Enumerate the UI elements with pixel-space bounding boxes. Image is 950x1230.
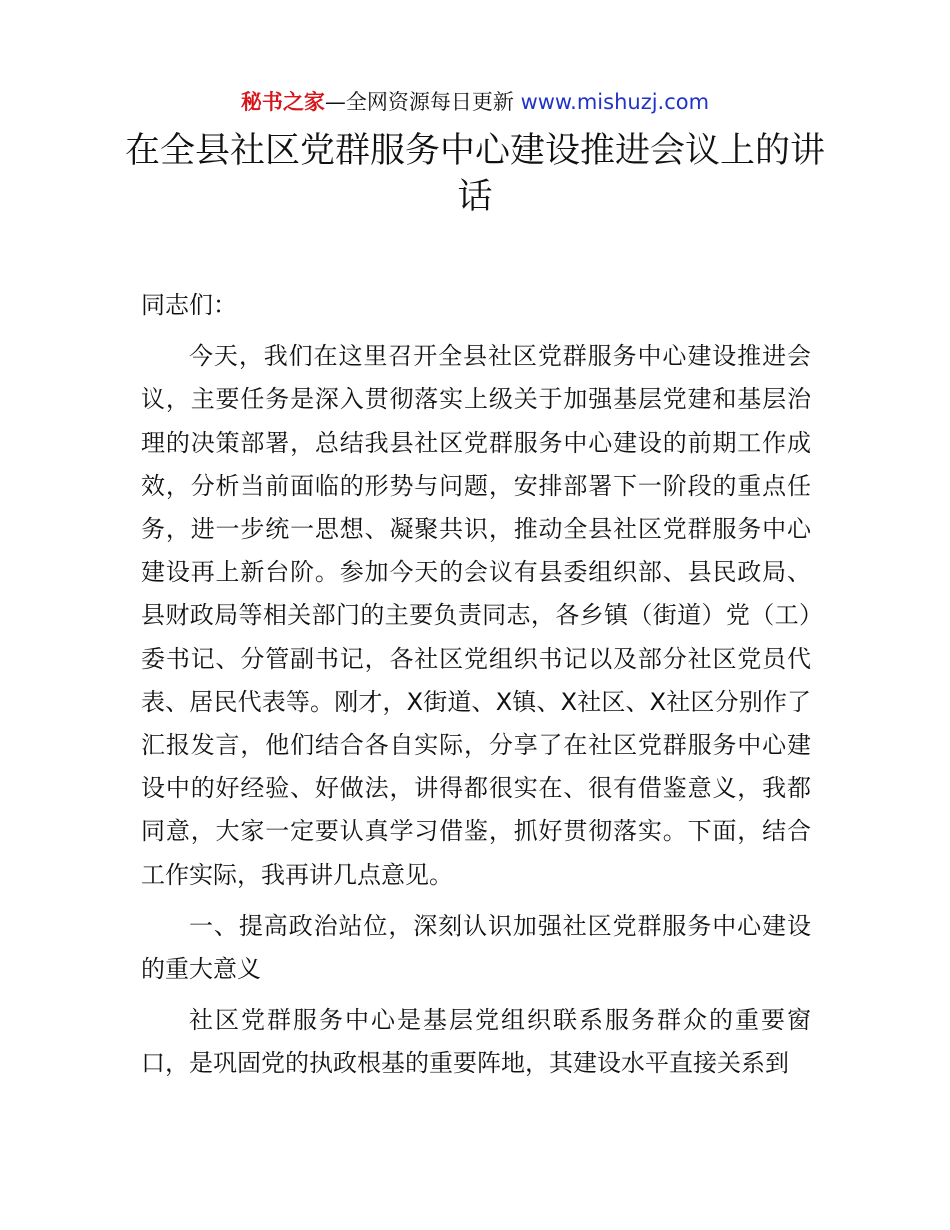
site-header (0, 88, 950, 116)
header-tagline: —全网资源每日更新 (324, 90, 514, 114)
section-heading-1: 一、提高政治站位，深刻认识加强社区党群服务中心建设的重大意义 (141, 911, 811, 984)
brand-name: 秘书之家 (240, 90, 325, 114)
document-body (141, 284, 811, 1094)
paragraph-intro: 今天，我们在这里召开全县社区党群服务中心建设推进会议，主要任务是深入贯彻落实上级关于加强基层党建和基层治理的决策部署，总结我县社区党群服务中心建设的前期工作成效，分析当前面临的形势与问题，安排部署下一阶段的重点任务，进一步统一思想、凝聚共识，推动全县社区党群服务中心建设再上新台阶。参加今天的会议有县委组织部、县民政局、县财政局等相关部门的主要负责同志，各乡镇（街道）党（工）委书记、分管副书记，各社区党组织书记以及部分社区党员代表、居民代表等。刚才，X街道、X镇、X社区、X社区分别作了汇报发言，他们结合各自实际，分享了在社区党群服务中心建设中的好经验、好做法，讲得都很实在、很有借鉴意义，我都同意，大家一定要认真学习借鉴，抓好贯彻落实。下面，结合工作实际，我再讲几点意见。 (141, 342, 811, 889)
site-url: www.mishuzj.com (520, 90, 710, 114)
paragraph-section-1: 社区党群服务中心是基层党组织联系服务群众的重要窗口，是巩固党的执政根基的重要阵地，其建设水平直接关系到 (141, 1006, 811, 1078)
greeting: 同志们： (141, 291, 237, 319)
document-title: 在全县社区党群服务中心建设推进会议上的讲话 (124, 131, 825, 217)
